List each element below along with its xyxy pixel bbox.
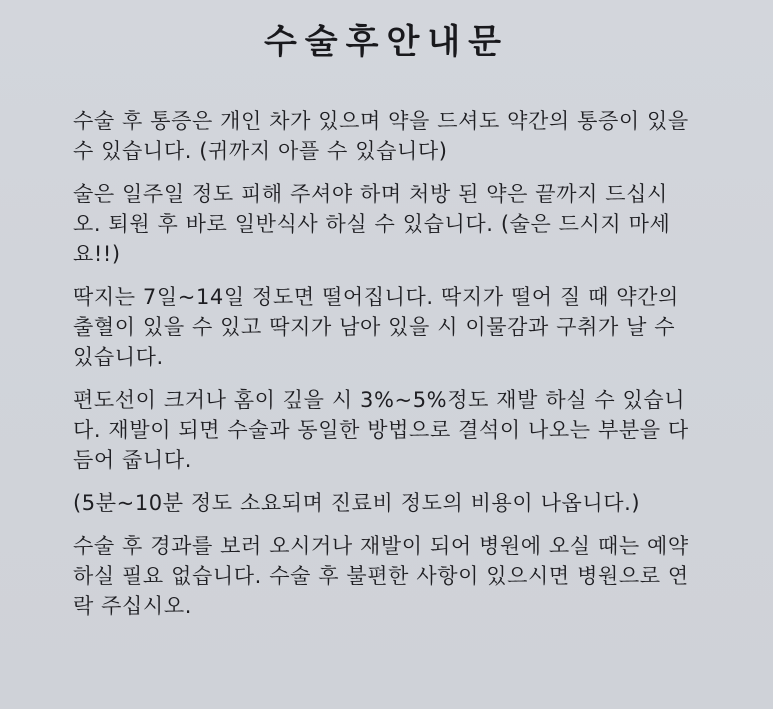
text-line: 오. 퇴원 후 바로 일반식사 하실 수 있습니다. (술은 드시지 마세	[73, 212, 671, 236]
text-line: 딱지는 7일~14일 정도면 떨어집니다. 딱지가 떨어 질 때 약간의	[73, 285, 679, 309]
paragraph-pain	[73, 106, 693, 166]
text-line: 수술 후 경과를 보러 오시거나 재발이 되어 병원에 오실 때는 예약	[73, 534, 689, 558]
paragraph-recurrence	[73, 385, 693, 475]
page-title: 수술후안내문	[263, 22, 510, 62]
text-line: 수술 후 통증은 개인 차가 있으며 약을 드셔도 약간의 통증이 있을	[73, 109, 689, 133]
text-line: 편도선이 크거나 홈이 깊을 시 3%~5%정도 재발 하실 수 있습니	[73, 388, 686, 412]
text-line: 있습니다.	[73, 345, 164, 369]
text-line: 수 있습니다. (귀까지 아플 수 있습니다)	[73, 139, 448, 163]
text-line: 술은 일주일 정도 피해 주셔야 하며 처방 된 약은 끝까지 드십시	[73, 182, 668, 206]
paragraph-follow-up	[73, 531, 693, 621]
paragraph-cost-note	[73, 488, 693, 518]
text-line: (5분~10분 정도 소요되며 진료비 정도의 비용이 나옵니다.)	[73, 491, 641, 515]
text-line: 하실 필요 없습니다. 수술 후 불편한 사항이 있으시면 병원으로 연	[73, 564, 689, 588]
text-line: 듬어 줍니다.	[73, 448, 192, 472]
text-line: 락 주십시오.	[73, 594, 192, 618]
paragraph-alcohol-diet	[73, 179, 693, 269]
text-line: 출혈이 있을 수 있고 딱지가 남아 있을 시 이물감과 구취가 날 수	[73, 315, 676, 339]
text-line: 다. 재발이 되면 수술과 동일한 방법으로 결석이 나오는 부분을 다	[73, 418, 689, 442]
text-line: 요!!)	[73, 242, 121, 266]
paragraph-scab	[73, 282, 693, 372]
